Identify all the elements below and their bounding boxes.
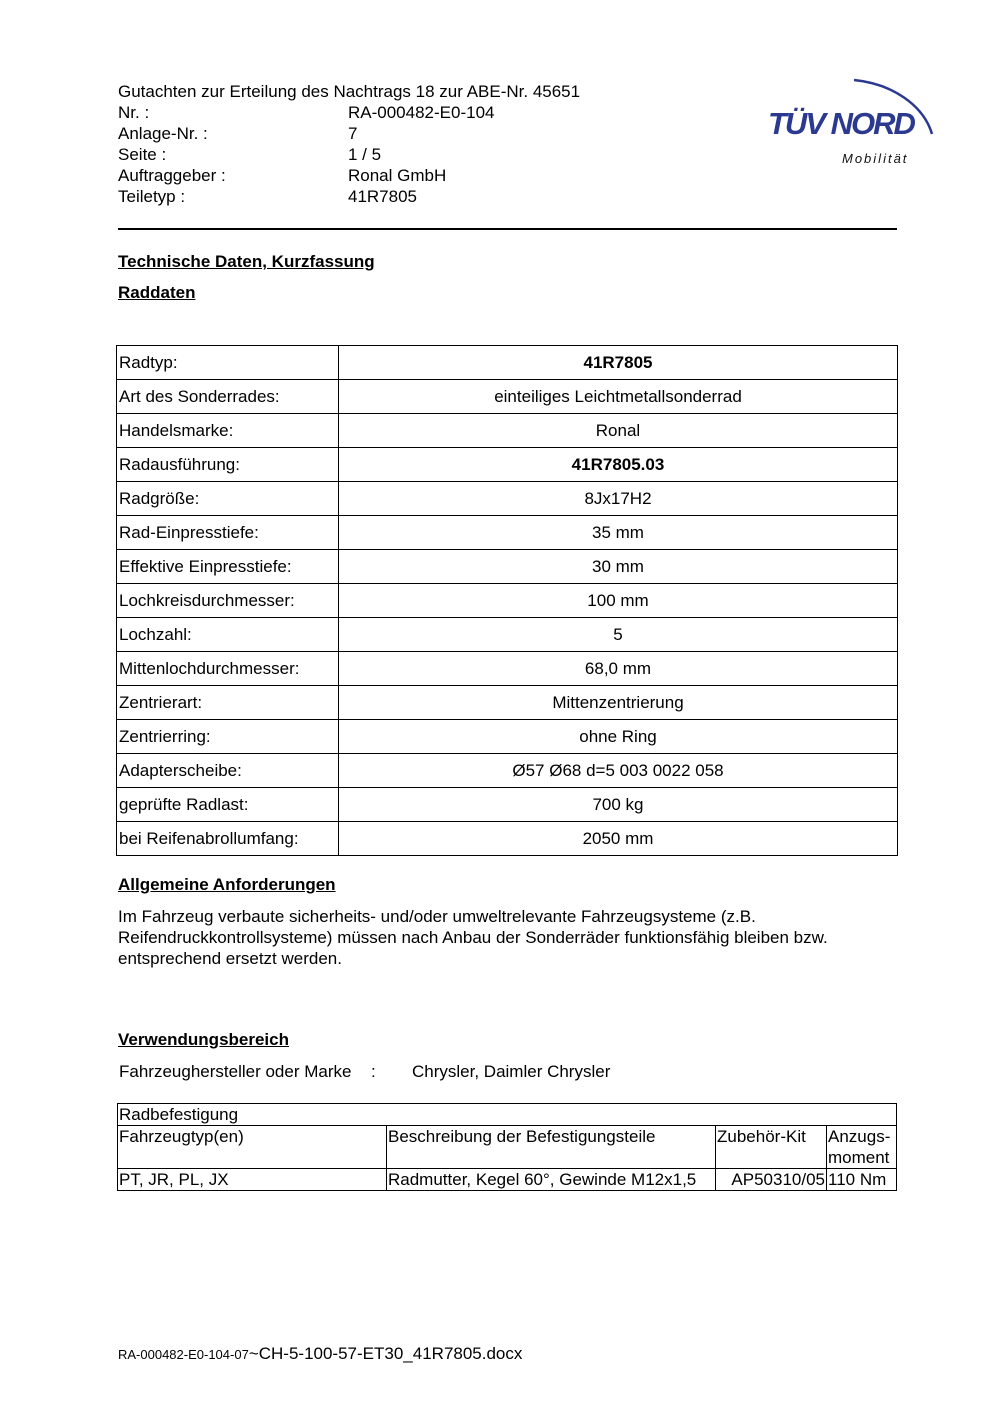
row-label: Zentrierart: [117, 686, 339, 720]
table-cell: PT, JR, PL, JX [118, 1169, 387, 1191]
row-value: ohne Ring [339, 720, 898, 754]
row-value: 5 [339, 618, 898, 652]
table-cell: 110 Nm [827, 1169, 897, 1191]
table-row [117, 380, 898, 414]
table-row [117, 754, 898, 788]
row-value: 35 mm [339, 516, 898, 550]
row-value: 700 kg [339, 788, 898, 822]
usage-line [119, 1062, 610, 1082]
row-label: Adapterscheibe: [117, 754, 339, 788]
row-label: Rad-Einpresstiefe: [117, 516, 339, 550]
logo-subtitle: Mobilität [842, 151, 909, 166]
header-cell: Anzugs-moment [827, 1126, 897, 1169]
row-value: 2050 mm [339, 822, 898, 856]
header-cell: Zubehör-Kit [716, 1126, 827, 1169]
row-label: Lochkreisdurchmesser: [117, 584, 339, 618]
header-field: Teiletyp : 41R7805 [118, 187, 418, 206]
table-cell: Radmutter, Kegel 60°, Gewinde M12x1,5 [387, 1169, 716, 1191]
general-title: Allgemeine Anforderungen [118, 875, 336, 894]
raddaten-title: Raddaten [118, 283, 196, 302]
row-label: Mittenlochdurchmesser: [117, 652, 339, 686]
row-label: Art des Sonderrades: [117, 380, 339, 414]
wheel-data-table [116, 345, 898, 856]
header-field: Auftraggeber : Ronal GmbH [118, 166, 447, 185]
table-row [117, 414, 898, 448]
logo-brand: TÜV NORD [768, 106, 914, 141]
document-title: Gutachten zur Erteilung des Nachtrags 18 zur ABE-Nr. 45651 [118, 82, 581, 101]
table-row [117, 550, 898, 584]
table-row [117, 822, 898, 856]
row-value: 100 mm [339, 584, 898, 618]
row-label: Radgröße: [117, 482, 339, 516]
header-cell: Beschreibung der Befestigungsteile [387, 1126, 716, 1169]
footer [118, 1344, 522, 1364]
usage-value: Chrysler, Daimler Chrysler [412, 1062, 611, 1081]
table-row [117, 448, 898, 482]
header-cell: Fahrzeugtyp(en) [118, 1126, 387, 1169]
table-row [117, 346, 898, 380]
row-label: Zentrierring: [117, 720, 339, 754]
header-field: Seite : 1 / 5 [118, 145, 382, 164]
row-value: 68,0 mm [339, 652, 898, 686]
row-value: Ø57 Ø68 d=5 003 0022 058 [339, 754, 898, 788]
footer-prefix: RA-000482-E0-104-07 [118, 1347, 249, 1362]
row-label: Lochzahl: [117, 618, 339, 652]
table-row [117, 618, 898, 652]
row-value: Ronal [339, 414, 898, 448]
row-label: bei Reifenabrollumfang: [117, 822, 339, 856]
section-title: Technische Daten, Kurzfassung [118, 252, 375, 271]
table-row [117, 686, 898, 720]
fixing-table [117, 1103, 897, 1191]
document-header [118, 81, 580, 207]
table-row [118, 1169, 897, 1191]
table-row [117, 516, 898, 550]
table-row [117, 584, 898, 618]
row-label: geprüfte Radlast: [117, 788, 339, 822]
table-row [117, 482, 898, 516]
row-value: 8Jx17H2 [339, 482, 898, 516]
table-cell: AP50310/05 [716, 1169, 827, 1191]
row-value: 41R7805 [339, 346, 898, 380]
row-value: einteiliges Leichtmetallsonderrad [339, 380, 898, 414]
usage-colon: : [371, 1062, 376, 1081]
row-label: Handelsmarke: [117, 414, 339, 448]
usage-label: Fahrzeughersteller oder Marke [119, 1062, 352, 1081]
table-row [117, 720, 898, 754]
table-row [118, 1104, 897, 1126]
header-field: Anlage-Nr. : 7 [118, 124, 358, 143]
usage-title: Verwendungsbereich [118, 1030, 289, 1049]
footer-filename: ~CH-5-100-57-ET30_41R7805.docx [248, 1344, 523, 1363]
table-row [117, 652, 898, 686]
general-text: Im Fahrzeug verbaute sicherheits- und/oder umweltrelevante Fahrzeugsysteme (z.B. Reifendruckkontrollsysteme) müssen nach Anbau der Sonderräder funktionsfähig bleiben bzw. entsprechend ersetzt werden. [118, 907, 828, 968]
row-label: Radtyp: [117, 346, 339, 380]
row-value: Mittenzentrierung [339, 686, 898, 720]
row-value: 41R7805.03 [339, 448, 898, 482]
tuv-nord-logo [764, 58, 944, 173]
fixing-caption: Radbefestigung [118, 1104, 897, 1126]
table-header-row [118, 1126, 897, 1169]
row-value: 30 mm [339, 550, 898, 584]
header-divider [118, 228, 897, 230]
table-row [117, 788, 898, 822]
row-label: Effektive Einpresstiefe: [117, 550, 339, 584]
header-field: Nr. : RA-000482-E0-104 [118, 103, 495, 122]
row-label: Radausführung: [117, 448, 339, 482]
